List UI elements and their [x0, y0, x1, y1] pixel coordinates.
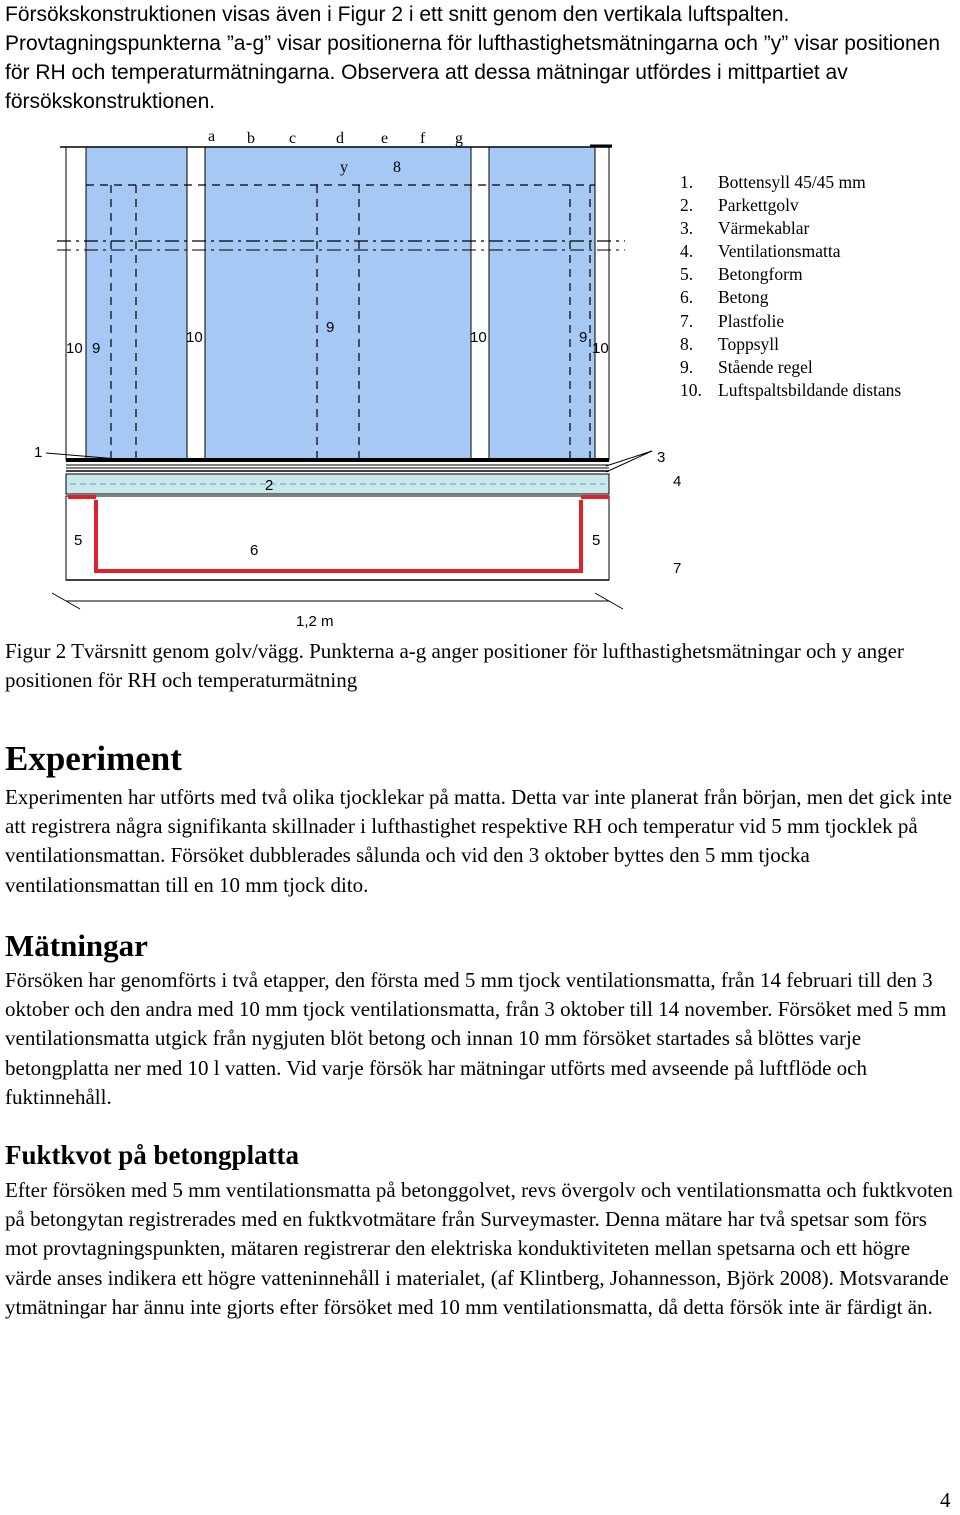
label-10-left: 10: [66, 340, 83, 357]
label-9-left: 9: [92, 340, 101, 357]
distance-left: [66, 147, 86, 460]
point-f: f: [420, 130, 426, 147]
point-g: g: [455, 130, 463, 147]
distance-inner-right: [471, 147, 489, 460]
fuktkvot-paragraph: Efter försöken med 5 mm ventilationsmatta på betonggolvet, revs övergolv och ventilationsmatta och fuktkvoten på betongytan registrerades med en fuktkvotmätare från Surveymaster. Denna mätare har två spetsar som förs mot provtagningspunkten, mätaren registrerar den elektriska konduktiviteten mellan spetsarna och ett högre värde anses indikera ett högre vatteninnehåll i materialet, (af Klintberg, Johannesson, Björk 2008). Motsvarande ytmätningar har ännu inte gjorts efter försöket med 10 mm ventilationsmatta, då detta försök inte är färdigt än.: [5, 1178, 953, 1319]
label-8: 8: [393, 159, 401, 176]
legend-item: 3. Värmekablar: [680, 218, 810, 239]
point-a: a: [208, 128, 216, 145]
label-5-left: 5: [74, 532, 83, 549]
label-9-right: 9: [579, 329, 588, 346]
distance-right: [595, 147, 609, 460]
bottom-sill: [66, 458, 609, 462]
legend-item: 5. Betongform: [680, 264, 803, 285]
heading-fuktkvot: Fuktkvot på betongplatta: [5, 1140, 300, 1170]
intro-paragraph: Försökskonstruktionen visas även i Figur 2 i ett snitt genom den vertikala luftspalten. Provtagningspunkterna ”a-g” visar positionerna för lufthastighetsmätningarna och ”y” visar positionen för RH och temperaturmätningarna. Observera att dessa mätningar utfördes i mittpartiet av försökskonstruktionen.: [5, 3, 940, 113]
label-3: 3: [657, 449, 666, 466]
legend-item: 10. Luftspaltsbildande distans: [680, 379, 902, 400]
matningar-paragraph: Försöken har genomförts i två etapper, den första med 5 mm tjock ventilationsmatta, från 14 februari till den 3 oktober och den andra med 10 mm tjock ventilationsmatta, från 3 oktober till 14 november. Försöket med 5 mm ventilationsmatta utgick från nygjuten blöt betong och innan 10 mm försöket startades så blöttes varje betongplatta ner med 10 l vatten. Vid varje försök har mätningar utförts med avseende på luftflöde och fuktinnehåll.: [5, 968, 947, 1109]
dimension-label: 1,2 m: [296, 613, 334, 630]
figure-caption: Figur 2 Tvärsnitt genom golv/vägg. Punkterna a-g anger positioner för lufthastighetsmätningar och y anger positionen för RH och temperaturmätning: [5, 639, 904, 693]
heading-matningar: Mätningar: [5, 928, 148, 963]
label-10-inner-left: 10: [186, 329, 203, 346]
experiment-paragraph: Experimenten har utförts med två olika tjocklekar på matta. Detta var inte planerat från början, men det gick inte att registrera några signifikanta skillnader i lufthastighet respektive RH och temperatur vid 5 mm tjocklek på ventilationsmattan. Försöket dubblerades sålunda och vid den 3 oktober byttes den 5 mm tjocka ventilationsmattan till en 10 mm tjock dito.: [5, 785, 952, 897]
label-10-right: 10: [592, 340, 609, 357]
air-gap-area: [66, 147, 609, 460]
point-b: b: [247, 130, 255, 147]
legend-item: 2. Parkettgolv: [680, 195, 799, 216]
legend-item: 6. Betong: [680, 287, 769, 308]
point-y: y: [340, 159, 348, 176]
label-7: 7: [673, 560, 682, 577]
legend-item: 8. Toppsyll: [680, 333, 780, 354]
label-4: 4: [673, 473, 682, 490]
point-c: c: [289, 130, 297, 147]
label-2: 2: [265, 477, 274, 494]
label-5-right: 5: [592, 532, 601, 549]
label-6: 6: [250, 542, 259, 559]
point-e: e: [381, 130, 389, 147]
concrete-slab: [66, 496, 609, 580]
heading-experiment: Experiment: [5, 739, 182, 778]
point-d: d: [336, 130, 344, 147]
label-10-inner-right: 10: [470, 329, 487, 346]
figure-legend: [680, 171, 901, 402]
legend-item: 1. Bottensyll 45/45 mm: [680, 172, 866, 192]
legend-item: 7. Plastfolie: [680, 310, 785, 331]
page-number: 4: [940, 1488, 951, 1512]
label-9-center: 9: [326, 319, 335, 336]
distance-inner-left: [187, 147, 205, 460]
label-1: 1: [34, 444, 43, 461]
legend-item: 4. Ventilationsmatta: [680, 241, 841, 262]
parquet-floor: [66, 474, 609, 494]
dimension-line: [52, 593, 623, 609]
legend-item: 9. Stående regel: [680, 356, 813, 377]
